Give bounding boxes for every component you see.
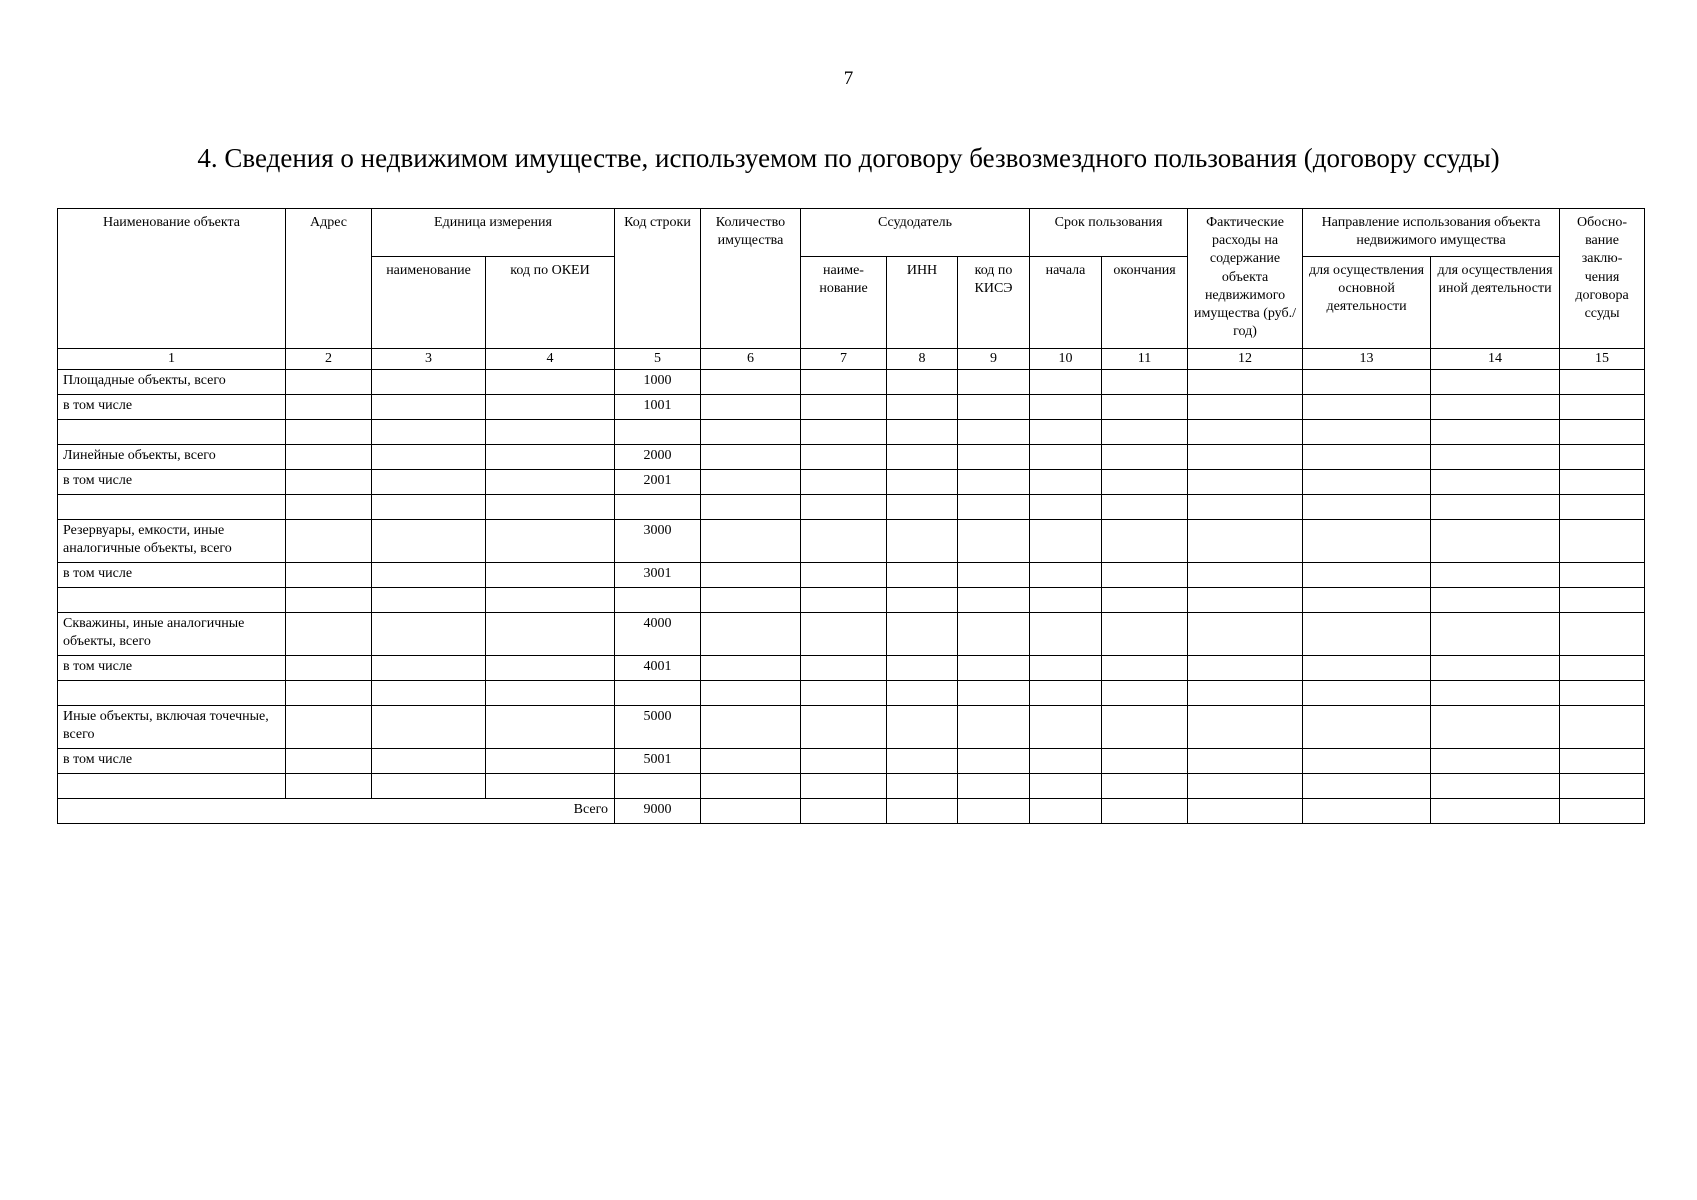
empty-cell: [958, 706, 1030, 749]
empty-cell: [1560, 445, 1645, 470]
section-title: 4. Сведения о недвижимом имуществе, используемом по договору безвозмездного пользования (договору ссуды): [197, 143, 1500, 173]
empty-cell: [286, 520, 372, 563]
empty-cell: [958, 588, 1030, 613]
empty-cell: [1030, 749, 1102, 774]
empty-cell: [1030, 774, 1102, 799]
empty-cell: [1188, 563, 1303, 588]
empty-cell: [958, 774, 1030, 799]
empty-cell: [372, 774, 486, 799]
empty-cell: [372, 681, 486, 706]
header-term-start: начала: [1030, 257, 1102, 349]
empty-cell: [801, 799, 887, 824]
empty-cell: [887, 749, 958, 774]
empty-cell: [1188, 656, 1303, 681]
row-object-name: Резервуары, емкости, иные аналогичные объекты, всего: [58, 520, 286, 563]
empty-cell: [486, 495, 615, 520]
empty-cell: [1303, 420, 1431, 445]
empty-cell: [887, 445, 958, 470]
empty-cell: [372, 588, 486, 613]
column-number: 12: [1188, 349, 1303, 370]
empty-cell: [486, 470, 615, 495]
table-row: [58, 470, 1645, 495]
empty-cell: [1431, 706, 1560, 749]
row-code-cell: 4001: [615, 656, 701, 681]
column-number: 14: [1431, 349, 1560, 370]
empty-cell: [372, 395, 486, 420]
empty-cell: [701, 563, 801, 588]
empty-cell: [887, 799, 958, 824]
column-number: 5: [615, 349, 701, 370]
empty-cell: [701, 520, 801, 563]
empty-cell: [887, 563, 958, 588]
empty-cell: [1102, 613, 1188, 656]
empty-cell: [1303, 613, 1431, 656]
empty-cell: [286, 420, 372, 445]
empty-cell: [486, 774, 615, 799]
empty-cell: [1303, 445, 1431, 470]
empty-cell: [801, 520, 887, 563]
empty-cell: [1303, 681, 1431, 706]
empty-cell: [701, 395, 801, 420]
empty-cell: [701, 370, 801, 395]
empty-cell: [286, 749, 372, 774]
header-row-code: Код строки: [615, 209, 701, 349]
empty-cell: [1560, 749, 1645, 774]
empty-cell: [887, 420, 958, 445]
table-header: [58, 209, 1645, 370]
empty-cell: [1560, 495, 1645, 520]
empty-cell: [1102, 563, 1188, 588]
total-row: [58, 799, 1645, 824]
empty-cell: [1303, 749, 1431, 774]
row-object-name: в том числе: [58, 470, 286, 495]
column-number: 3: [372, 349, 486, 370]
table-row: [58, 588, 1645, 613]
row-code-cell: [615, 681, 701, 706]
table-row: [58, 520, 1645, 563]
empty-cell: [1431, 681, 1560, 706]
empty-cell: [701, 470, 801, 495]
empty-cell: [801, 445, 887, 470]
empty-cell: [486, 370, 615, 395]
empty-cell: [486, 656, 615, 681]
column-number: 7: [801, 349, 887, 370]
row-object-name: [58, 774, 286, 799]
column-number: 1: [58, 349, 286, 370]
empty-cell: [1102, 370, 1188, 395]
empty-cell: [1102, 588, 1188, 613]
row-object-name: Скважины, иные аналогичные объекты, всего: [58, 613, 286, 656]
empty-cell: [286, 370, 372, 395]
row-object-name: Площадные объекты, всего: [58, 370, 286, 395]
table-row: [58, 681, 1645, 706]
empty-cell: [286, 563, 372, 588]
header-unit: Единица измерения: [372, 209, 615, 257]
header-direction: Направление использования объекта недвижимого имущества: [1303, 209, 1560, 257]
empty-cell: [958, 749, 1030, 774]
empty-cell: [1030, 420, 1102, 445]
empty-cell: [1560, 395, 1645, 420]
empty-cell: [1303, 395, 1431, 420]
empty-cell: [887, 395, 958, 420]
empty-cell: [701, 588, 801, 613]
empty-cell: [1102, 395, 1188, 420]
page-number: 7: [843, 68, 854, 89]
table-row: [58, 420, 1645, 445]
table-row: [58, 370, 1645, 395]
total-code: 9000: [615, 799, 701, 824]
empty-cell: [286, 613, 372, 656]
empty-cell: [1102, 706, 1188, 749]
empty-cell: [1102, 774, 1188, 799]
empty-cell: [1560, 520, 1645, 563]
column-number: 6: [701, 349, 801, 370]
empty-cell: [1303, 774, 1431, 799]
empty-cell: [958, 563, 1030, 588]
row-code-cell: 2000: [615, 445, 701, 470]
empty-cell: [887, 495, 958, 520]
empty-cell: [701, 774, 801, 799]
empty-cell: [286, 495, 372, 520]
empty-cell: [1102, 495, 1188, 520]
empty-cell: [1030, 799, 1102, 824]
empty-cell: [1102, 520, 1188, 563]
empty-cell: [1030, 613, 1102, 656]
empty-cell: [1560, 588, 1645, 613]
header-term-end: окончания: [1102, 257, 1188, 349]
column-number: 15: [1560, 349, 1645, 370]
empty-cell: [1030, 470, 1102, 495]
empty-cell: [1030, 520, 1102, 563]
empty-cell: [887, 588, 958, 613]
empty-cell: [801, 395, 887, 420]
table-row: [58, 656, 1645, 681]
empty-cell: [958, 613, 1030, 656]
empty-cell: [1188, 749, 1303, 774]
empty-cell: [372, 706, 486, 749]
row-code-cell: 3000: [615, 520, 701, 563]
empty-cell: [801, 681, 887, 706]
header-quantity: Количество имущества: [701, 209, 801, 349]
empty-cell: [1188, 613, 1303, 656]
header-unit-name: наименование: [372, 257, 486, 349]
row-code-cell: 2001: [615, 470, 701, 495]
empty-cell: [1560, 370, 1645, 395]
empty-cell: [1431, 588, 1560, 613]
empty-cell: [801, 563, 887, 588]
empty-cell: [1030, 495, 1102, 520]
row-code-cell: 5001: [615, 749, 701, 774]
row-object-name: [58, 588, 286, 613]
empty-cell: [958, 656, 1030, 681]
empty-cell: [1188, 706, 1303, 749]
empty-cell: [286, 445, 372, 470]
empty-cell: [887, 774, 958, 799]
row-object-name: в том числе: [58, 749, 286, 774]
empty-cell: [1303, 563, 1431, 588]
empty-cell: [486, 706, 615, 749]
empty-cell: [1102, 470, 1188, 495]
empty-cell: [486, 681, 615, 706]
empty-cell: [958, 495, 1030, 520]
table-row: [58, 613, 1645, 656]
row-code-cell: [615, 420, 701, 445]
empty-cell: [486, 749, 615, 774]
header-unit-code: код по ОКЕИ: [486, 257, 615, 349]
empty-cell: [1188, 588, 1303, 613]
empty-cell: [286, 681, 372, 706]
table-row: [58, 749, 1645, 774]
empty-cell: [1030, 370, 1102, 395]
row-object-name: в том числе: [58, 656, 286, 681]
empty-cell: [1188, 420, 1303, 445]
table-row: [58, 706, 1645, 749]
empty-cell: [286, 588, 372, 613]
table-row: [58, 774, 1645, 799]
empty-cell: [887, 681, 958, 706]
empty-cell: [486, 445, 615, 470]
empty-cell: [887, 470, 958, 495]
empty-cell: [1188, 774, 1303, 799]
empty-cell: [958, 370, 1030, 395]
empty-cell: [701, 799, 801, 824]
empty-cell: [958, 520, 1030, 563]
empty-cell: [1303, 495, 1431, 520]
empty-cell: [486, 563, 615, 588]
empty-cell: [1303, 706, 1431, 749]
empty-cell: [372, 749, 486, 774]
row-code-cell: [615, 774, 701, 799]
empty-cell: [1030, 563, 1102, 588]
empty-cell: [958, 799, 1030, 824]
empty-cell: [1188, 681, 1303, 706]
empty-cell: [1188, 495, 1303, 520]
empty-cell: [887, 370, 958, 395]
empty-cell: [372, 563, 486, 588]
empty-cell: [701, 445, 801, 470]
empty-cell: [1188, 395, 1303, 420]
header-lender: Ссудодатель: [801, 209, 1030, 257]
header-justification: Обосно-вание заклю-чения договора ссуды: [1560, 209, 1645, 349]
empty-cell: [286, 395, 372, 420]
empty-cell: [1030, 656, 1102, 681]
empty-cell: [372, 613, 486, 656]
empty-cell: [801, 470, 887, 495]
empty-cell: [1431, 656, 1560, 681]
empty-cell: [701, 420, 801, 445]
empty-cell: [486, 520, 615, 563]
empty-cell: [701, 681, 801, 706]
empty-cell: [372, 470, 486, 495]
empty-cell: [486, 395, 615, 420]
row-code-cell: 1001: [615, 395, 701, 420]
column-number: 2: [286, 349, 372, 370]
header-expenses: Фактические расходы на содержание объекта недвижимого имущества (руб./год): [1188, 209, 1303, 349]
property-table: [57, 208, 1645, 824]
empty-cell: [286, 706, 372, 749]
empty-cell: [701, 706, 801, 749]
empty-cell: [801, 588, 887, 613]
empty-cell: [372, 370, 486, 395]
empty-cell: [1303, 799, 1431, 824]
empty-cell: [1431, 749, 1560, 774]
empty-cell: [486, 613, 615, 656]
empty-cell: [372, 495, 486, 520]
empty-cell: [1560, 706, 1645, 749]
row-code-cell: 3001: [615, 563, 701, 588]
empty-cell: [1560, 420, 1645, 445]
empty-cell: [801, 613, 887, 656]
empty-cell: [286, 470, 372, 495]
empty-cell: [1303, 470, 1431, 495]
empty-cell: [1431, 470, 1560, 495]
empty-cell: [1560, 656, 1645, 681]
empty-cell: [1303, 588, 1431, 613]
table-row: [58, 563, 1645, 588]
row-object-name: в том числе: [58, 395, 286, 420]
header-direction-other: для осуществления иной деятельности: [1431, 257, 1560, 349]
empty-cell: [801, 495, 887, 520]
header-lender-kise: код по КИСЭ: [958, 257, 1030, 349]
empty-cell: [1030, 706, 1102, 749]
empty-cell: [887, 520, 958, 563]
row-code-cell: 5000: [615, 706, 701, 749]
table-row: [58, 395, 1645, 420]
row-object-name: в том числе: [58, 563, 286, 588]
empty-cell: [958, 420, 1030, 445]
empty-cell: [1431, 774, 1560, 799]
empty-cell: [701, 495, 801, 520]
table-row: [58, 495, 1645, 520]
empty-cell: [887, 656, 958, 681]
row-object-name: [58, 681, 286, 706]
empty-cell: [887, 706, 958, 749]
empty-cell: [372, 520, 486, 563]
empty-cell: [286, 774, 372, 799]
header-direction-main: для осуществления основной деятельности: [1303, 257, 1431, 349]
empty-cell: [1431, 520, 1560, 563]
empty-cell: [1431, 495, 1560, 520]
empty-cell: [1431, 799, 1560, 824]
empty-cell: [1431, 370, 1560, 395]
row-object-name: Иные объекты, включая точечные, всего: [58, 706, 286, 749]
empty-cell: [801, 420, 887, 445]
empty-cell: [1431, 563, 1560, 588]
empty-cell: [286, 656, 372, 681]
empty-cell: [801, 370, 887, 395]
row-object-name: [58, 420, 286, 445]
empty-cell: [1188, 799, 1303, 824]
empty-cell: [1102, 656, 1188, 681]
empty-cell: [1560, 470, 1645, 495]
empty-cell: [701, 749, 801, 774]
empty-cell: [1431, 613, 1560, 656]
empty-cell: [887, 613, 958, 656]
empty-cell: [1102, 445, 1188, 470]
empty-cell: [958, 445, 1030, 470]
column-number: 9: [958, 349, 1030, 370]
empty-cell: [701, 656, 801, 681]
column-number: 13: [1303, 349, 1431, 370]
header-address: Адрес: [286, 209, 372, 349]
row-code-cell: [615, 588, 701, 613]
column-number-row: [58, 349, 1645, 370]
empty-cell: [1102, 681, 1188, 706]
header-lender-name: наиме-нование: [801, 257, 887, 349]
empty-cell: [958, 470, 1030, 495]
empty-cell: [1303, 520, 1431, 563]
empty-cell: [1560, 613, 1645, 656]
empty-cell: [1030, 445, 1102, 470]
row-code-cell: [615, 495, 701, 520]
empty-cell: [1030, 395, 1102, 420]
empty-cell: [801, 774, 887, 799]
empty-cell: [372, 420, 486, 445]
total-label: Всего: [58, 799, 615, 824]
header-object-name: Наименование объекта: [58, 209, 286, 349]
row-object-name: [58, 495, 286, 520]
empty-cell: [801, 656, 887, 681]
empty-cell: [1560, 563, 1645, 588]
column-number: 4: [486, 349, 615, 370]
row-code-cell: 4000: [615, 613, 701, 656]
empty-cell: [486, 420, 615, 445]
row-object-name: Линейные объекты, всего: [58, 445, 286, 470]
empty-cell: [958, 681, 1030, 706]
empty-cell: [1560, 774, 1645, 799]
column-number: 10: [1030, 349, 1102, 370]
header-lender-inn: ИНН: [887, 257, 958, 349]
empty-cell: [1303, 370, 1431, 395]
empty-cell: [701, 613, 801, 656]
column-number: 11: [1102, 349, 1188, 370]
empty-cell: [1560, 681, 1645, 706]
column-number: 8: [887, 349, 958, 370]
row-code-cell: 1000: [615, 370, 701, 395]
empty-cell: [1102, 749, 1188, 774]
empty-cell: [1030, 681, 1102, 706]
empty-cell: [1102, 420, 1188, 445]
header-term: Срок пользования: [1030, 209, 1188, 257]
empty-cell: [1431, 420, 1560, 445]
table-body: [58, 370, 1645, 824]
empty-cell: [372, 445, 486, 470]
empty-cell: [801, 706, 887, 749]
empty-cell: [1431, 395, 1560, 420]
empty-cell: [1188, 445, 1303, 470]
table-row: [58, 445, 1645, 470]
empty-cell: [1303, 656, 1431, 681]
empty-cell: [1431, 445, 1560, 470]
empty-cell: [372, 656, 486, 681]
empty-cell: [1188, 470, 1303, 495]
empty-cell: [1560, 799, 1645, 824]
empty-cell: [1102, 799, 1188, 824]
empty-cell: [486, 588, 615, 613]
empty-cell: [958, 395, 1030, 420]
empty-cell: [1030, 588, 1102, 613]
empty-cell: [1188, 370, 1303, 395]
empty-cell: [801, 749, 887, 774]
empty-cell: [1188, 520, 1303, 563]
